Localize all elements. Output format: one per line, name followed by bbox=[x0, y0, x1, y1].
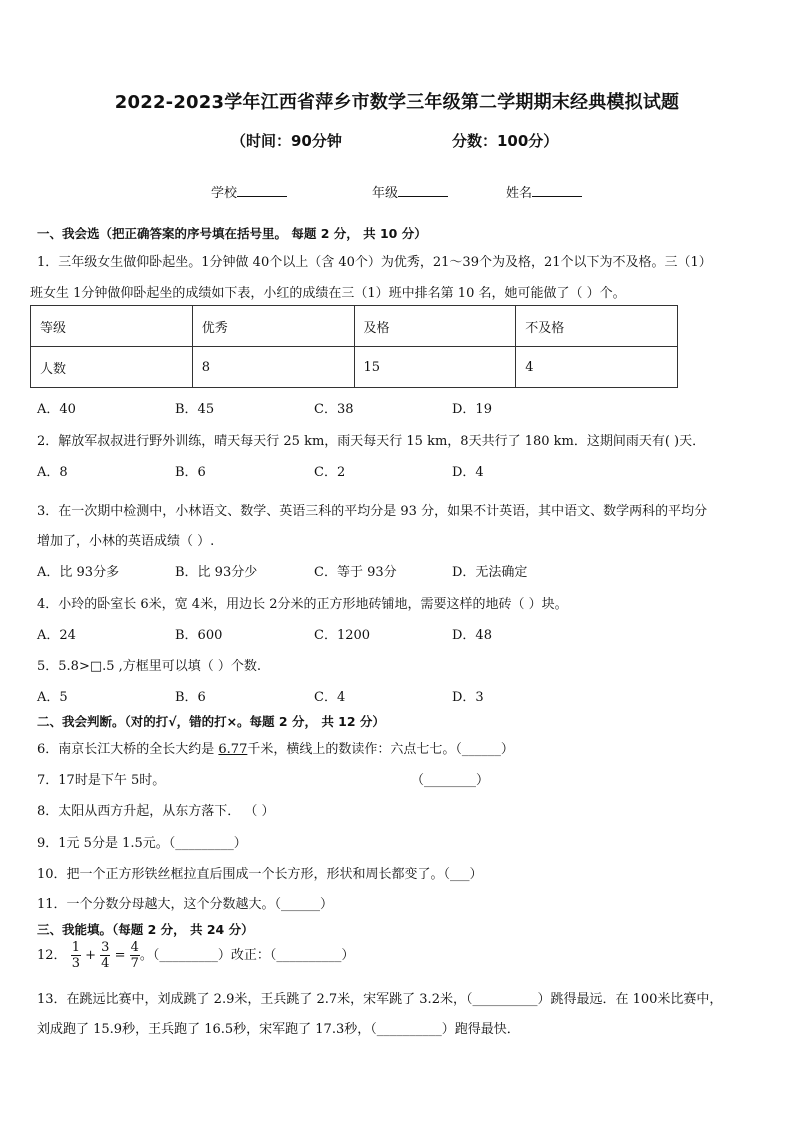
q4-option-b[interactable]: B．600 bbox=[175, 628, 223, 643]
q2-option-d[interactable]: D．4 bbox=[452, 465, 484, 480]
q9-text: 9．1元 5分是 1.5元。（_________） bbox=[37, 836, 247, 851]
q12-tail[interactable]: 。（_________）改正：（__________） bbox=[139, 948, 355, 963]
section2-heading: 二、我会判断。（对的打√，错的打×。每题 2 分， 共 12 分） bbox=[37, 714, 385, 729]
q3-option-a[interactable]: A．比 93分多 bbox=[37, 565, 120, 580]
q5-option-c[interactable]: C．4 bbox=[314, 690, 346, 705]
q5-option-d[interactable]: D．3 bbox=[452, 690, 484, 705]
q3-line1: 3．在一次期中检测中，小林语文、数学、英语三科的平均分是 93 分，如果不计英语，其中语文、数学两科的平均分 bbox=[37, 504, 708, 519]
q1-option-a[interactable]: A．40 bbox=[37, 402, 76, 417]
table-row bbox=[31, 347, 678, 388]
q13-line1: 13．在跳远比赛中，刘成跳了 2.9米，王兵跳了 2.7米，宋军跳了 3.2米，（__________）跳得最远．在 100米比赛中， bbox=[37, 992, 723, 1007]
name-field bbox=[506, 182, 582, 201]
q4-option-d[interactable]: D．48 bbox=[452, 628, 492, 643]
q3-option-c[interactable]: C．等于 93分 bbox=[314, 565, 397, 580]
name-blank[interactable] bbox=[532, 182, 582, 197]
q5-text: 5．5.8>□.5 ,方框里可以填（ ）个数. bbox=[37, 659, 262, 674]
q2-option-a[interactable]: A．8 bbox=[37, 465, 68, 480]
q6-suffix: 千米，横线上的数读作：六点七七。（______） bbox=[247, 742, 514, 757]
q1-option-b[interactable]: B．45 bbox=[175, 402, 215, 417]
q4-text: 4．小玲的卧室长 6米，宽 4米，用边长 2分米的正方形地砖铺地，需要这样的地砖（ ）块。 bbox=[37, 597, 568, 612]
q1-line2: 班女生 1分钟做仰卧起坐的成绩如下表，小红的成绩在三（1）班中排名第 10 名，她可能做了（ ）个。 bbox=[30, 286, 626, 301]
section1-heading: 一、我会选（把正确答案的序号填在括号里。 每题 2 分， 共 10 分） bbox=[37, 226, 427, 241]
exam-score: 分数：100分） bbox=[452, 132, 559, 150]
table-header-cell: 不及格 bbox=[516, 306, 678, 347]
q3-option-b[interactable]: B．比 93分少 bbox=[175, 565, 258, 580]
table-cell: 人数 bbox=[31, 347, 193, 388]
q1-line1: 1．三年级女生做仰卧起坐。1分钟做 40个以上（含 40个）为优秀，21～39个为及格，21个以下为不及格。三（1） bbox=[37, 255, 712, 270]
school-label: 学校 bbox=[211, 186, 238, 201]
q12-label: 12． bbox=[37, 948, 67, 963]
grade-label: 年级 bbox=[372, 186, 399, 201]
grade-field bbox=[372, 182, 448, 201]
table-cell: 15 bbox=[354, 347, 516, 388]
q6-number: 6.77 bbox=[218, 742, 248, 757]
q2-text: 2．解放军叔叔进行野外训练，晴天每天行 25 km，雨天每天行 15 km，8天共行了 180 km．这期间雨天有( )天． bbox=[37, 434, 706, 449]
q5-option-a[interactable]: A．5 bbox=[37, 690, 68, 705]
grade-blank[interactable] bbox=[398, 182, 448, 197]
section3-heading: 三、我能填。（每题 2 分， 共 24 分） bbox=[37, 922, 254, 937]
q13-line2: 刘成跑了 15.9秒，王兵跑了 16.5秒，宋军跑了 17.3秒，（__________）跑得最快． bbox=[37, 1022, 520, 1037]
q6-prefix: 6．南京长江大桥的全长大约是 bbox=[37, 742, 219, 757]
table-header-cell: 优秀 bbox=[192, 306, 354, 347]
table-header-cell: 及格 bbox=[354, 306, 516, 347]
q12-text bbox=[37, 940, 354, 971]
grade-table bbox=[30, 305, 678, 388]
table-header-cell: 等级 bbox=[31, 306, 193, 347]
school-field bbox=[211, 182, 287, 201]
q1-option-c[interactable]: C．38 bbox=[314, 402, 354, 417]
q3-line2: 增加了，小林的英语成绩（ ）. bbox=[37, 534, 215, 549]
q2-option-c[interactable]: C．2 bbox=[314, 465, 346, 480]
q6-text bbox=[37, 738, 514, 757]
q7-text: 7．17时是下午 5时。 bbox=[37, 773, 166, 788]
table-cell: 8 bbox=[192, 347, 354, 388]
plus-sign: + bbox=[85, 948, 97, 963]
q3-option-d[interactable]: D．无法确定 bbox=[452, 565, 528, 580]
q4-option-a[interactable]: A．24 bbox=[37, 628, 76, 643]
q7-answer-blank[interactable]: （________） bbox=[411, 773, 490, 788]
table-cell: 4 bbox=[516, 347, 678, 388]
q5-option-b[interactable]: B．6 bbox=[175, 690, 206, 705]
q11-text: 11．一个分数分母越大，这个分数越大。（______） bbox=[37, 897, 334, 912]
fraction-1-3: $\frac{1}{3}$ bbox=[71, 940, 80, 971]
fraction-4-7: $\frac{4}{7}$ bbox=[130, 940, 139, 971]
school-blank[interactable] bbox=[237, 182, 287, 197]
exam-time: （时间：90分钟 bbox=[231, 132, 342, 150]
table-row bbox=[31, 306, 678, 347]
q10-text: 10．把一个正方形铁丝框拉直后围成一个长方形，形状和周长都变了。（___） bbox=[37, 867, 483, 882]
q1-option-d[interactable]: D．19 bbox=[452, 402, 492, 417]
page-title: 2022-2023学年江西省萍乡市数学三年级第二学期期末经典模拟试题 bbox=[114, 92, 680, 113]
fraction-3-4: $\frac{3}{4}$ bbox=[101, 940, 110, 971]
name-label: 姓名 bbox=[506, 186, 533, 201]
q2-option-b[interactable]: B．6 bbox=[175, 465, 206, 480]
equals-sign: = bbox=[114, 948, 126, 963]
q4-option-c[interactable]: C．1200 bbox=[314, 628, 371, 643]
q8-text: 8．太阳从西方升起，从东方落下． （ ） bbox=[37, 804, 275, 819]
